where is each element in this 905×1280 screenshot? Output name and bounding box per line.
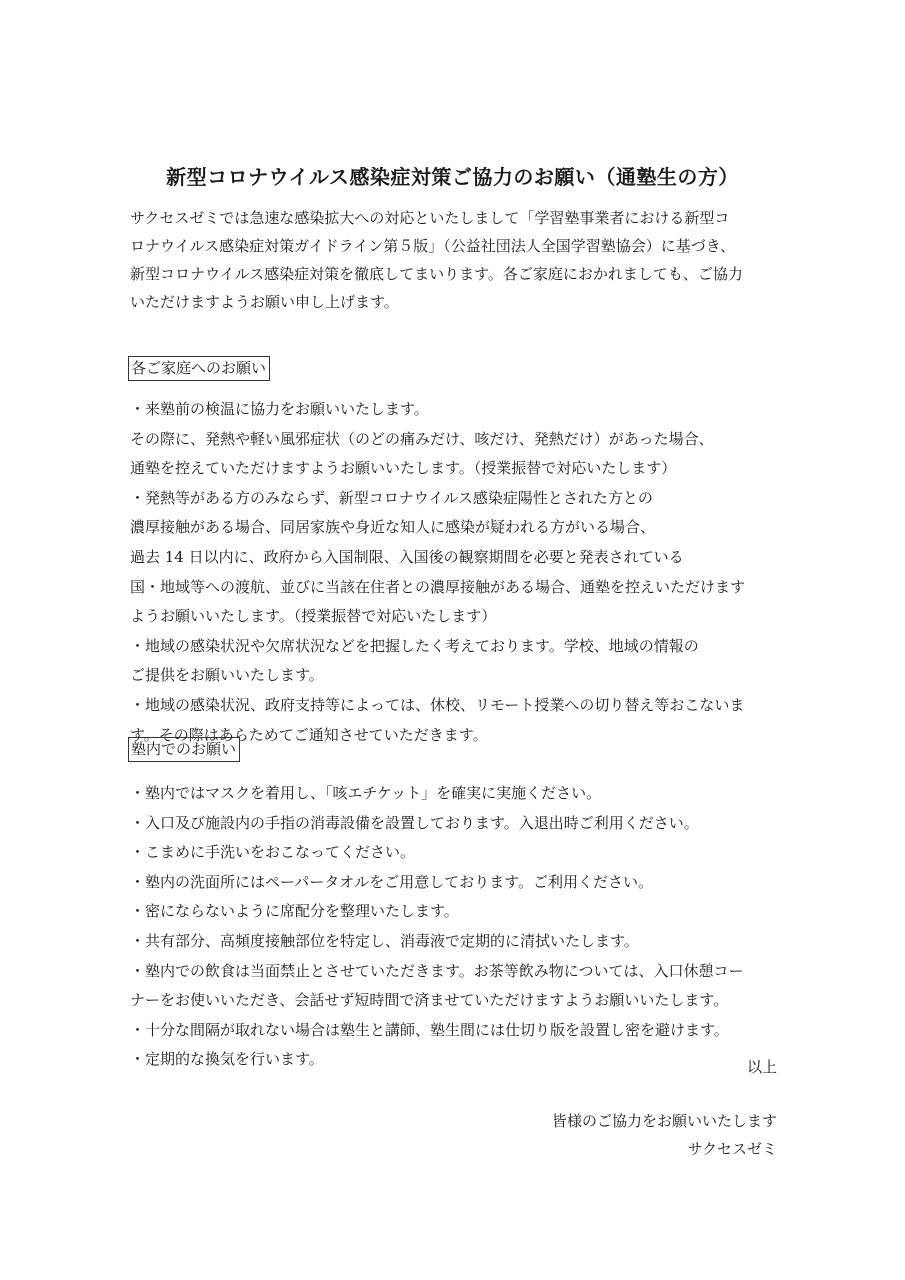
list-item: す。その際はあらためてご通知させていただきます。 <box>130 725 488 744</box>
intro-line: いただけますようお願い申し上げます。 <box>130 293 399 311</box>
section-heading-household: 各ご家庭へのお願い <box>128 356 270 381</box>
list-item: 通塾を控えていただけますようお願いいたします。（授業振替で対応いたします） <box>130 459 677 478</box>
list-item: ご提供をお願いいたします。 <box>130 666 324 685</box>
list-item: ・地域の感染状況、政府支持等によっては、休校、リモート授業への切り替え等おこないま <box>130 695 745 714</box>
closing-thanks: 皆様のご協力をお願いいたします <box>551 1112 777 1130</box>
list-item: ・こまめに手洗いをおこなってください。 <box>130 843 416 862</box>
list-item: ・十分な間隔が取れない場合は塾生と講師、塾生間には仕切り版を設置し密を避けます。 <box>130 1020 729 1039</box>
list-item: ナーをお使いいただき、会話せず短時間で済ませていただけますようお願いいたします。 <box>130 991 729 1010</box>
page-title: 新型コロナウイルス感染症対策ご協力のお願い（通塾生の方） <box>166 165 739 189</box>
list-item: その際に、発熱や軽い風邪症状（のどの痛みだけ、咳だけ、発熱だけ）があった場合、 <box>130 429 714 448</box>
section-body-in-school <box>130 779 790 1075</box>
list-item: ・地域の感染状況や欠席状況などを把握したく考えております。学校、地域の情報の <box>130 636 699 655</box>
list-item: 濃厚接触がある場合、同居家族や身近な知人に感染が疑われる方がいる場合、 <box>130 518 656 537</box>
signature: サクセスゼミ <box>687 1140 777 1158</box>
intro-paragraph <box>130 204 780 316</box>
intro-line: 新型コロナウイルス感染症対策を徹底してまいります。各ご家庭におかれましても、ご協力 <box>130 265 743 283</box>
section-body-household <box>130 395 790 750</box>
list-item: 過去 14 日以内に、政府から入国制限、入国後の観察期間を必要と発表されている <box>130 547 684 566</box>
intro-line: ロナウイルス感染症対策ガイドライン第５版」（公益社団法人全国学習塾協会）に基づき、 <box>130 237 736 255</box>
list-item: ・来塾前の検温に協力をお願いいたします。 <box>130 400 429 418</box>
list-item: ・共有部分、高頻度接触部位を特定し、消毒液で定期的に清拭いたします。 <box>130 931 639 950</box>
list-item: ・密にならないように席配分を整理いたします。 <box>130 902 459 921</box>
section-heading-in-school: 塾内でのお願い <box>128 737 240 762</box>
intro-line: サクセスゼミでは急速な感染拡大への対応といたしまして「学習塾事業者における新型コ <box>130 209 730 227</box>
list-item: ようお願いいたします。（授業振替で対応いたします） <box>130 607 497 626</box>
list-item: ・塾内ではマスクを着用し、「咳エチケット」を確実に実施ください。 <box>130 784 602 802</box>
closing-ijou: 以上 <box>746 1058 777 1076</box>
list-item: ・入口及び施設内の手指の消毒設備を設置しております。入退出時ご利用ください。 <box>130 813 699 832</box>
list-item: ・塾内の洗面所にはペーパータオルをご用意しております。ご利用ください。 <box>130 872 654 891</box>
list-item: ・塾内での飲食は当面禁止とさせていただきます。お茶等飲み物については、入口休憩コー <box>130 961 744 980</box>
list-item: ・定期的な換気を行います。 <box>130 1050 324 1069</box>
list-item: 国・地域等への渡航、並びに当該在住者との濃厚接触がある場合、通塾を控えいただけます <box>130 577 746 596</box>
list-item: ・発熱等がある方のみならず、新型コロナウイルス感染症陽性とされた方との <box>130 488 653 507</box>
